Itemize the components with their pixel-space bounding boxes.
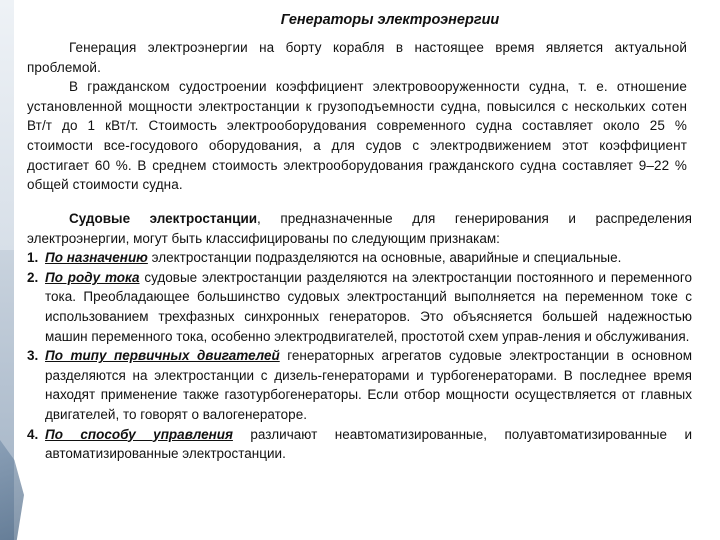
list-key: По способу управления <box>45 426 233 442</box>
list-text: судовые электростанции разделяются на электростанции постоянного и переменного тока. Преобладающее большинство судовых электростанций выполняется на переменном токе с использованием трехфазных синхронных генераторов. Это объясняется большей надежностью машин переменного тока, особенно электродвигателей, простотой схем управ-ления и обслуживания. <box>45 269 693 344</box>
paragraph-1: Генерация электроэнергии на борту корабля в настоящее время является актуальной проблемой. <box>27 40 687 75</box>
page-title <box>0 12 720 28</box>
list-item <box>27 248 692 268</box>
paragraph-2: В гражданском судостроении коэффициент электровооруженности судна, т. е. отношение установленной мощности электростанции к грузоподъемности судна, повысился с нескольких сотен Вт/т до 1 кВт/т. Стоимость электрооборудования современного судна составляет около 25 % стоимости все-госудового оборудования, а для судов с электродвижением этот коэффициент достигает 60 %. В среднем стоимость электрооборудования гражданского судна составляет 9–22 % общей стоимости судна. <box>27 79 687 193</box>
list-key: По типу первичных двигателей <box>45 348 280 364</box>
list-key: По роду тока <box>45 269 140 285</box>
list-number: 4. <box>27 426 39 442</box>
list-text: различают неавтоматизированные, полуавтоматизированные и автоматизированные электростанции. <box>45 426 692 462</box>
list-number: 1. <box>27 250 39 266</box>
list-number: 3. <box>27 348 39 364</box>
list-item <box>27 425 692 464</box>
page-title-text: Генераторы электроэнергии <box>280 12 500 28</box>
list-number: 2. <box>27 269 39 285</box>
classification-block <box>27 209 692 464</box>
classification-intro <box>27 209 692 248</box>
edge-band-top <box>0 0 14 250</box>
intro-key: Судовые электростанции <box>69 211 258 226</box>
intro-text: , предназначенные для генерирования и распределения электроэнергии, могут быть классифицированы по следующим признакам: <box>27 211 692 246</box>
list-item <box>27 346 692 424</box>
intro-text-block <box>27 38 687 202</box>
list-text: электростанции подразделяются на основные, аварийные и специальные. <box>147 250 622 266</box>
list-key: По назначению <box>45 250 148 266</box>
list-text: генераторных агрегатов судовые электростанции в основном разделяются на электростанции с дизель-генераторами и турбогенераторами. В последнее время находят применение также газотурбогенераторы. Если отбор мощности осуществляется от главных двигателей, то говорят о валогенераторе. <box>45 348 692 422</box>
list-item <box>27 268 692 346</box>
slide-left-decoration <box>0 0 18 540</box>
